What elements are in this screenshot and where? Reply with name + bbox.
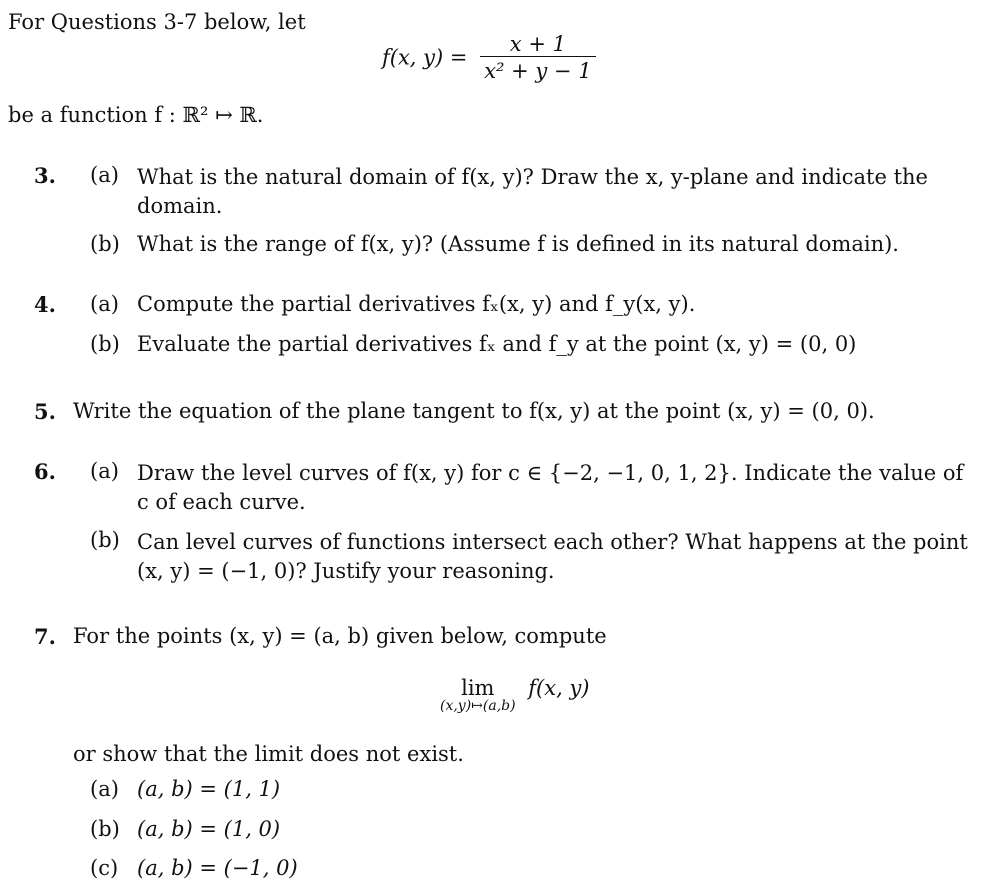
limit-subscript: (x,y)↦(a,b): [440, 698, 516, 714]
part-text: (a, b) = (−1, 0): [137, 856, 298, 880]
question-number: 4.: [34, 292, 56, 317]
part-text: (a, b) = (1, 0): [137, 817, 281, 841]
part-text: What is the natural domain of f(x, y)? Draw the x, y-plane and indicate the domain.: [137, 165, 928, 218]
part-label: (a): [90, 777, 119, 801]
part-label: (a): [90, 292, 119, 316]
question-number: 3.: [34, 163, 56, 188]
part-text: Draw the level curves of f(x, y) for c ∈ {−2, −1, 0, 1, 2}. Indicate the value of c of each curve.: [137, 461, 964, 514]
question-number: 5.: [34, 399, 56, 424]
limit-expression: [440, 676, 590, 714]
function-lhs: f(x, y) =: [382, 45, 468, 70]
function-denominator: x² + y − 1: [480, 56, 595, 83]
limit-word: lim: [461, 676, 495, 700]
part-text: Can level curves of functions intersect each other? What happens at the point (x, y) = (−1, 0)? Justify your reasoning.: [137, 530, 968, 583]
part-label: (b): [90, 817, 120, 841]
part-text: (a, b) = (1, 1): [137, 777, 281, 801]
part-text: Compute the partial derivatives fₓ(x, y) and f_y(x, y).: [137, 292, 696, 316]
function-numerator: x + 1: [509, 32, 566, 56]
question-text: Write the equation of the plane tangent to f(x, y) at the point (x, y) = (0, 0).: [73, 399, 875, 423]
limit-function: f(x, y): [528, 676, 590, 700]
intro-line: be a function f : ℝ² ↦ ℝ.: [8, 103, 264, 127]
question-number: 7.: [34, 624, 56, 649]
part-label: (c): [90, 856, 119, 880]
part-text: What is the range of f(x, y)? (Assume f is defined in its natural domain).: [137, 232, 899, 256]
part-text: Evaluate the partial derivatives fₓ and f_y at the point (x, y) = (0, 0): [137, 332, 857, 356]
part-label: (b): [90, 232, 120, 256]
part-label: (b): [90, 528, 120, 552]
function-fraction: [480, 32, 595, 83]
question-number: 6.: [34, 459, 56, 484]
part-label: (a): [90, 163, 119, 187]
function-definition: [382, 32, 596, 83]
question-text: For the points (x, y) = (a, b) given below, compute: [73, 624, 607, 648]
part-label: (b): [90, 332, 120, 356]
limit-operator: [440, 676, 516, 714]
intro-line: For Questions 3-7 below, let: [8, 10, 306, 34]
part-label: (a): [90, 459, 119, 483]
question-text: or show that the limit does not exist.: [73, 742, 464, 766]
